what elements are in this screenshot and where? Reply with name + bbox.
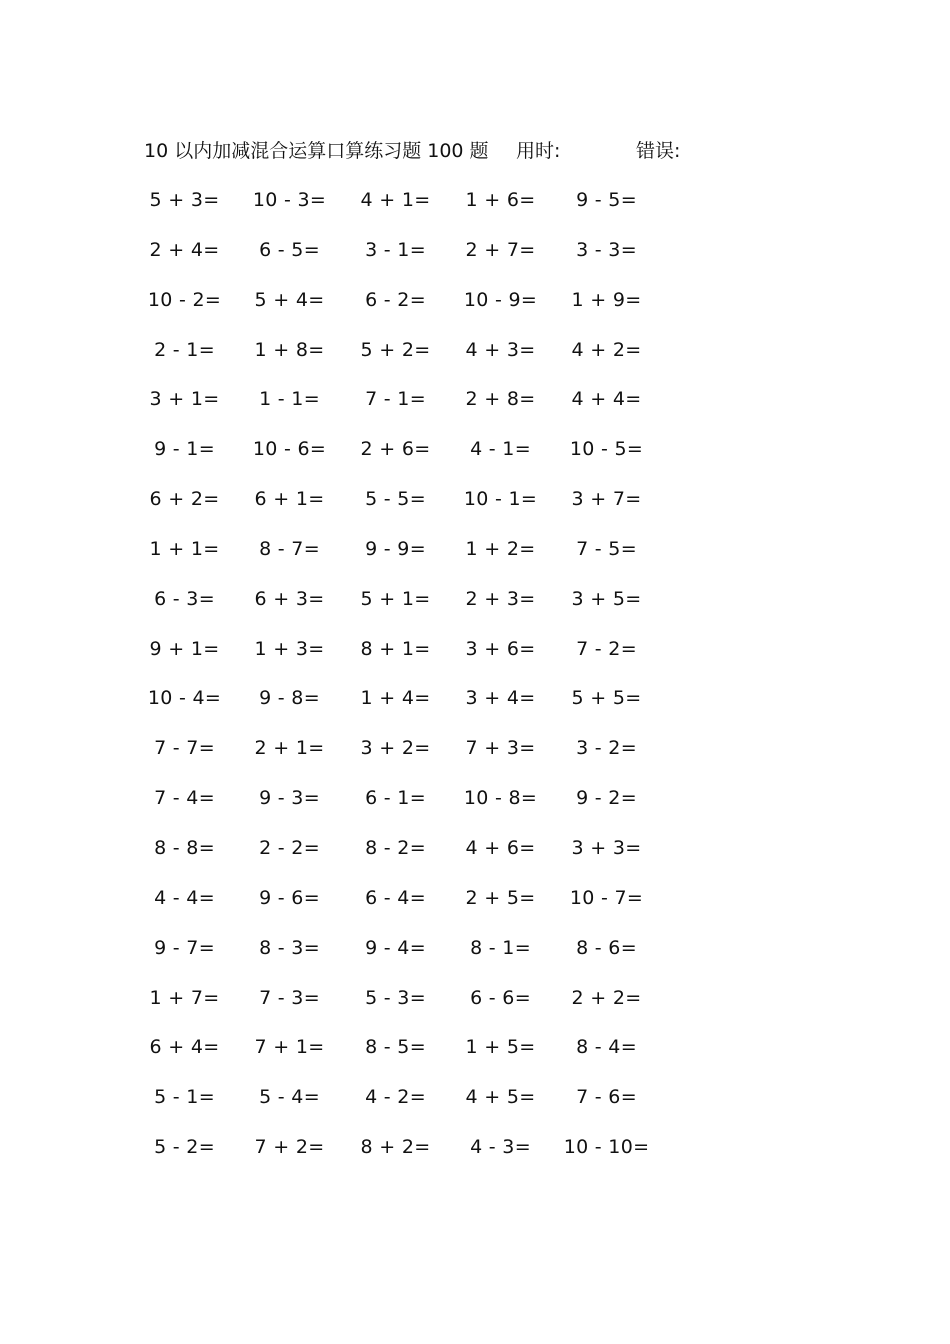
arithmetic-problem: 8 - 2= bbox=[365, 836, 426, 859]
problem-row bbox=[132, 784, 692, 834]
arithmetic-problem: 6 + 4= bbox=[149, 1036, 220, 1059]
arithmetic-problem: 3 - 1= bbox=[365, 238, 426, 261]
arithmetic-problem: 9 - 3= bbox=[259, 787, 320, 810]
problem-grid bbox=[132, 186, 692, 1183]
arithmetic-problem: 6 - 4= bbox=[365, 886, 426, 909]
problem-row bbox=[132, 934, 692, 984]
arithmetic-problem: 6 - 6= bbox=[470, 986, 531, 1009]
arithmetic-problem: 4 + 5= bbox=[465, 1086, 536, 1109]
arithmetic-problem: 2 + 3= bbox=[465, 587, 536, 610]
arithmetic-problem: 2 - 2= bbox=[259, 836, 320, 859]
problem-row bbox=[132, 385, 692, 435]
arithmetic-problem: 7 + 1= bbox=[254, 1036, 325, 1059]
errors-label: 错误: bbox=[636, 140, 681, 162]
arithmetic-problem: 6 - 2= bbox=[365, 288, 426, 311]
arithmetic-problem: 10 - 5= bbox=[569, 438, 644, 461]
arithmetic-problem: 9 - 1= bbox=[154, 438, 215, 461]
arithmetic-problem: 5 - 4= bbox=[259, 1086, 320, 1109]
arithmetic-problem: 7 - 3= bbox=[259, 986, 320, 1009]
arithmetic-problem: 3 + 4= bbox=[465, 687, 536, 710]
arithmetic-problem: 2 + 8= bbox=[465, 388, 536, 411]
arithmetic-problem: 4 - 1= bbox=[470, 438, 531, 461]
arithmetic-problem: 8 - 5= bbox=[365, 1036, 426, 1059]
arithmetic-problem: 1 + 1= bbox=[149, 537, 220, 560]
arithmetic-problem: 8 - 1= bbox=[470, 936, 531, 959]
arithmetic-problem: 4 + 2= bbox=[571, 338, 642, 361]
arithmetic-problem: 1 - 1= bbox=[259, 388, 320, 411]
arithmetic-problem: 8 - 7= bbox=[259, 537, 320, 560]
arithmetic-problem: 2 + 6= bbox=[360, 438, 431, 461]
arithmetic-problem: 9 - 9= bbox=[365, 537, 426, 560]
arithmetic-problem: 3 - 2= bbox=[576, 737, 637, 760]
arithmetic-problem: 10 - 9= bbox=[463, 288, 538, 311]
arithmetic-problem: 3 + 6= bbox=[465, 637, 536, 660]
time-used-label: 用时: bbox=[516, 140, 561, 162]
problem-row bbox=[132, 485, 692, 535]
arithmetic-problem: 6 - 1= bbox=[365, 787, 426, 810]
problem-row bbox=[132, 734, 692, 784]
arithmetic-problem: 8 + 1= bbox=[360, 637, 431, 660]
problem-row bbox=[132, 535, 692, 585]
arithmetic-problem: 2 + 5= bbox=[465, 886, 536, 909]
arithmetic-problem: 5 + 1= bbox=[360, 587, 431, 610]
worksheet-title: 10 以内加减混合运算口算练习题 100 题 bbox=[144, 140, 489, 162]
arithmetic-problem: 7 - 2= bbox=[576, 637, 637, 660]
arithmetic-problem: 7 - 6= bbox=[576, 1086, 637, 1109]
arithmetic-problem: 4 - 2= bbox=[365, 1086, 426, 1109]
arithmetic-problem: 5 + 3= bbox=[149, 189, 220, 211]
arithmetic-problem: 2 - 1= bbox=[154, 338, 215, 361]
arithmetic-problem: 2 + 2= bbox=[571, 986, 642, 1009]
arithmetic-problem: 3 + 5= bbox=[571, 587, 642, 610]
arithmetic-problem: 9 - 5= bbox=[576, 189, 637, 211]
arithmetic-problem: 10 - 7= bbox=[569, 886, 644, 909]
arithmetic-problem: 3 + 2= bbox=[360, 737, 431, 760]
arithmetic-problem: 1 + 3= bbox=[254, 637, 325, 660]
arithmetic-problem: 2 + 1= bbox=[254, 737, 325, 760]
arithmetic-problem: 4 + 6= bbox=[465, 836, 536, 859]
problem-row bbox=[132, 834, 692, 884]
arithmetic-problem: 1 + 2= bbox=[465, 537, 536, 560]
arithmetic-problem: 3 + 3= bbox=[571, 836, 642, 859]
arithmetic-problem: 8 - 4= bbox=[576, 1036, 637, 1059]
arithmetic-problem: 10 - 8= bbox=[463, 787, 538, 810]
problem-row bbox=[132, 435, 692, 485]
arithmetic-problem: 10 - 1= bbox=[463, 488, 538, 511]
arithmetic-problem: 7 - 7= bbox=[154, 737, 215, 760]
arithmetic-problem: 4 + 4= bbox=[571, 388, 642, 411]
arithmetic-problem: 5 + 2= bbox=[360, 338, 431, 361]
problem-row bbox=[132, 1083, 692, 1133]
arithmetic-problem: 1 + 7= bbox=[149, 986, 220, 1009]
arithmetic-problem: 7 - 1= bbox=[365, 388, 426, 411]
arithmetic-problem: 9 - 6= bbox=[259, 886, 320, 909]
arithmetic-problem: 5 - 3= bbox=[365, 986, 426, 1009]
arithmetic-problem: 6 - 3= bbox=[154, 587, 215, 610]
problem-row bbox=[132, 1033, 692, 1083]
arithmetic-problem: 10 - 10= bbox=[563, 1136, 650, 1159]
arithmetic-problem: 10 - 2= bbox=[147, 288, 222, 311]
arithmetic-problem: 2 + 7= bbox=[465, 238, 536, 261]
arithmetic-problem: 8 - 8= bbox=[154, 836, 215, 859]
arithmetic-problem: 7 - 4= bbox=[154, 787, 215, 810]
problem-row bbox=[132, 186, 692, 236]
arithmetic-problem: 1 + 6= bbox=[465, 189, 536, 211]
arithmetic-problem: 1 + 8= bbox=[254, 338, 325, 361]
arithmetic-problem: 9 - 2= bbox=[576, 787, 637, 810]
arithmetic-problem: 10 - 3= bbox=[252, 189, 327, 211]
arithmetic-problem: 9 - 7= bbox=[154, 936, 215, 959]
arithmetic-problem: 3 + 7= bbox=[571, 488, 642, 511]
arithmetic-problem: 7 + 2= bbox=[254, 1136, 325, 1159]
arithmetic-problem: 6 - 5= bbox=[259, 238, 320, 261]
problem-row bbox=[132, 984, 692, 1034]
problem-row bbox=[132, 336, 692, 386]
problem-row bbox=[132, 236, 692, 286]
arithmetic-problem: 7 + 3= bbox=[465, 737, 536, 760]
problem-row bbox=[132, 635, 692, 685]
arithmetic-problem: 1 + 4= bbox=[360, 687, 431, 710]
arithmetic-problem: 4 + 1= bbox=[360, 189, 431, 211]
arithmetic-problem: 10 - 6= bbox=[252, 438, 327, 461]
arithmetic-problem: 5 + 4= bbox=[254, 288, 325, 311]
arithmetic-problem: 5 - 2= bbox=[154, 1136, 215, 1159]
arithmetic-problem: 10 - 4= bbox=[147, 687, 222, 710]
arithmetic-problem: 9 - 4= bbox=[365, 936, 426, 959]
arithmetic-problem: 3 - 3= bbox=[576, 238, 637, 261]
arithmetic-problem: 8 - 6= bbox=[576, 936, 637, 959]
arithmetic-problem: 4 - 3= bbox=[470, 1136, 531, 1159]
problem-row bbox=[132, 286, 692, 336]
arithmetic-problem: 3 + 1= bbox=[149, 388, 220, 411]
arithmetic-problem: 6 + 3= bbox=[254, 587, 325, 610]
problem-row bbox=[132, 684, 692, 734]
problem-row bbox=[132, 1133, 692, 1183]
problem-row bbox=[132, 884, 692, 934]
arithmetic-problem: 6 + 2= bbox=[149, 488, 220, 511]
arithmetic-problem: 5 - 5= bbox=[365, 488, 426, 511]
arithmetic-problem: 4 - 4= bbox=[154, 886, 215, 909]
arithmetic-problem: 5 + 5= bbox=[571, 687, 642, 710]
arithmetic-problem: 7 - 5= bbox=[576, 537, 637, 560]
arithmetic-problem: 4 + 3= bbox=[465, 338, 536, 361]
arithmetic-problem: 6 + 1= bbox=[254, 488, 325, 511]
arithmetic-problem: 2 + 4= bbox=[149, 238, 220, 261]
arithmetic-problem: 1 + 9= bbox=[571, 288, 642, 311]
arithmetic-problem: 8 - 3= bbox=[259, 936, 320, 959]
arithmetic-problem: 5 - 1= bbox=[154, 1086, 215, 1109]
problem-row bbox=[132, 585, 692, 635]
arithmetic-problem: 1 + 5= bbox=[465, 1036, 536, 1059]
arithmetic-problem: 8 + 2= bbox=[360, 1136, 431, 1159]
arithmetic-problem: 9 - 8= bbox=[259, 687, 320, 710]
arithmetic-problem: 9 + 1= bbox=[149, 637, 220, 660]
